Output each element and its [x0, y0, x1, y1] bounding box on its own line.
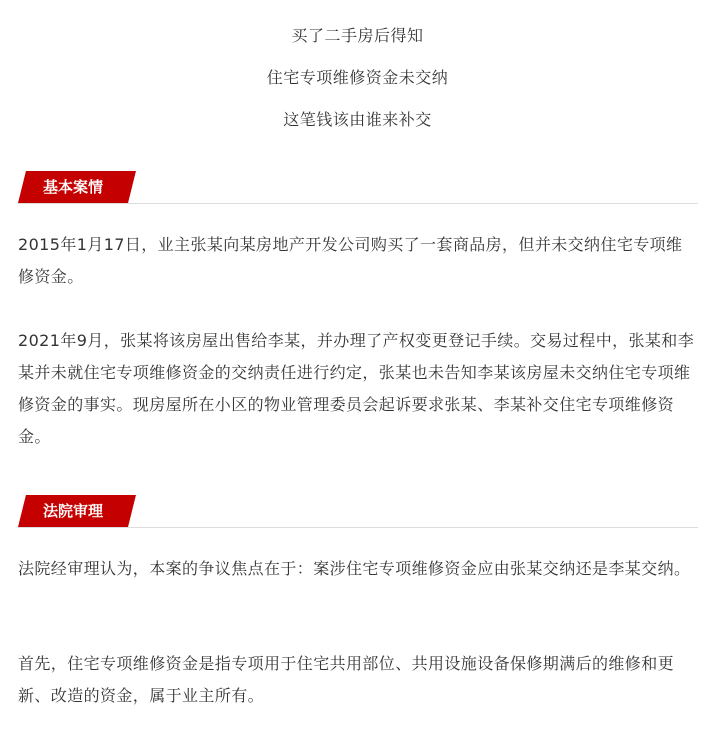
article-title-block — [0, 26, 715, 152]
section-heading-label: 法院审理 — [42, 502, 104, 520]
title-line-1: 买了二手房后得知 — [291, 26, 424, 45]
section-divider — [18, 527, 698, 528]
paragraph-facts-2: 2021年9月，张某将该房屋出售给李某，并办理了产权变更登记手续。交易过程中，张某和李某并未就住宅专项维修资金的交纳责任进行约定，张某也未告知李某该房屋未交纳住宅专项维修资金的事实。现房屋所在小区的物业管理委员会起诉要求张某、李某补交住宅专项维修资金。 — [18, 331, 695, 446]
section-divider — [18, 203, 698, 204]
title-line-3: 这笔钱该由谁来补交 — [283, 110, 432, 129]
section-heading-court-review — [18, 495, 136, 527]
title-line-2: 住宅专项维修资金未交纳 — [266, 68, 449, 87]
paragraph-facts-1: 2015年1月17日，业主张某向某房地产开发公司购买了一套商品房，但并未交纳住宅专项维修资金。 — [18, 235, 683, 286]
section-heading-label: 基本案情 — [42, 178, 104, 196]
paragraph-court-1: 法院经审理认为，本案的争议焦点在于：案涉住宅专项维修资金应由张某交纳还是李某交纳。 — [18, 559, 691, 578]
section-heading-basic-facts — [18, 171, 136, 203]
paragraph-court-2: 首先，住宅专项维修资金是指专项用于住宅共用部位、共用设施设备保修期满后的维修和更新、改造的资金，属于业主所有。 — [18, 654, 675, 705]
